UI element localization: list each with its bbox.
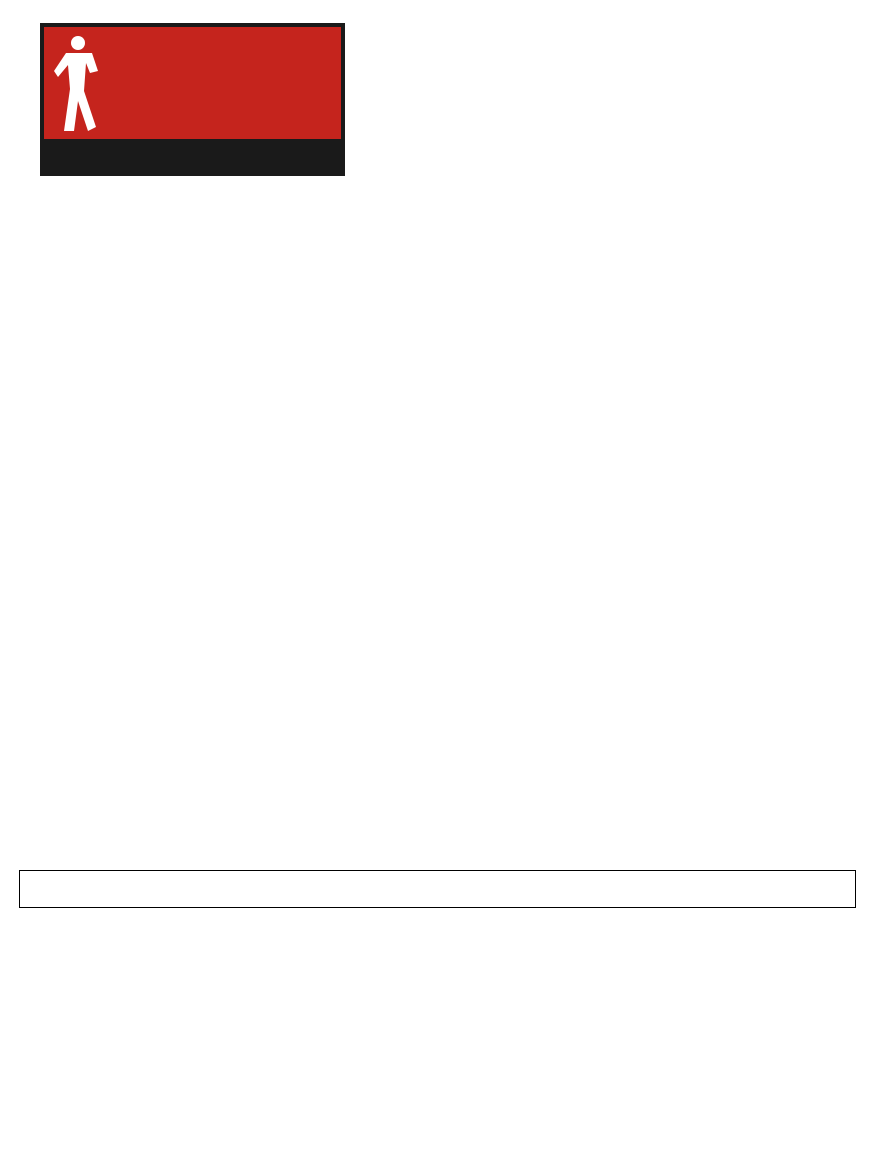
logo <box>40 23 345 176</box>
karate-figure-icon <box>52 31 102 141</box>
effective-date <box>19 870 856 908</box>
